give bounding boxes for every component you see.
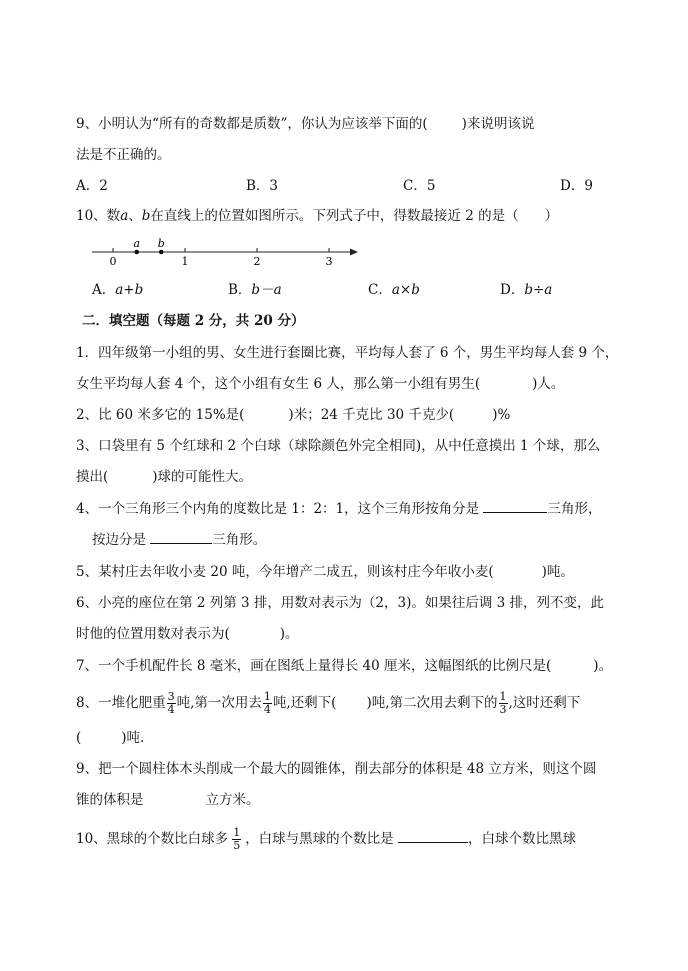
section2-title: 二．填空题（每题 2 分，共 20 分）	[82, 313, 305, 329]
f4-line1: 4、一个三角形三个内角的度数比是 1：2：1，这个三角形按角分是 三角形，	[76, 501, 602, 517]
fraction-1-4: $\frac{1}{4}$	[263, 690, 271, 716]
fraction-3-4: $\frac{3}{4}$	[167, 690, 175, 716]
f4-line2: 按边分是 三角形。	[92, 532, 267, 548]
q10-option-c: C．a×b	[368, 282, 420, 298]
tick-label-3: 3	[325, 255, 333, 268]
f9-line1: 9、把一个圆柱体木头削成一个最大的圆锥体，削去部分的体积是 48 立方米，则这个圆	[76, 761, 597, 777]
f7-line: 7、一个手机配件长 8 毫米，画在图纸上量得长 40 厘米，这幅图纸的比例尺是( )。	[76, 658, 613, 674]
point-b	[159, 250, 164, 255]
f6-line2: 时他的位置用数对表示为( )。	[76, 626, 299, 642]
q10-option-b: B．b－a	[228, 282, 282, 298]
q9-line2: 法是不正确的。	[76, 147, 171, 163]
number-line	[88, 236, 368, 270]
tick-label-1: 1	[181, 255, 189, 268]
point-a	[134, 250, 139, 255]
q10-stem: 10、数a、b在直线上的位置如图所示。下列式子中，得数最接近 2 的是（ ）	[76, 208, 559, 224]
q10-option-a: A．a+b	[92, 282, 144, 298]
f10-blank-ratio	[398, 830, 468, 843]
f1-line1: 1．四年级第一小组的男、女生进行套圈比赛，平均每人套了 6 个，男生平均每人套 9 个，	[76, 345, 619, 361]
f10-line: 10、黑球的个数比白球多 $\frac{1}{5}$ ，白球与黑球的个数比是 ，白球个数比黑球	[76, 826, 576, 852]
q10-option-d: D．b÷a	[500, 282, 553, 298]
f8-line1: 8、一堆化肥重 $\frac{3}{4}$ 吨,第一次用去 $\frac{1}{4}$ 吨,还剩下( )吨,第二次用去剩下的 $\frac{1}{3}$ ,这时还剩下	[76, 690, 581, 716]
f3-line1: 3、口袋里有 5 个红球和 2 个白球（球除颜色外完全相同)，从中任意摸出 1 个球，那么	[76, 438, 601, 454]
f4-blank-side	[150, 531, 212, 544]
f5-line: 5、某村庄去年收小麦 20 吨，今年增产二成五，则该村庄今年收小麦( )吨。	[76, 564, 574, 580]
q9-option-c: C．5	[403, 178, 436, 194]
q9-option-d: D．9	[560, 178, 593, 194]
f9-line2: 锥的体积是 立方米。	[76, 792, 260, 808]
tick-label-0: 0	[109, 255, 117, 268]
q9-option-a: A．2	[76, 178, 108, 194]
q9-option-b: B．3	[246, 178, 279, 194]
tick-label-2: 2	[253, 255, 261, 268]
f3-line2: 摸出( )球的可能性大。	[76, 469, 253, 485]
f2-line: 2、比 60 米多它的 15%是( )米；24 千克比 30 千克少( )%	[76, 407, 511, 423]
f1-line2: 女生平均每人套 4 个，这个小组有女生 6 人，那么第一小组有男生( )人。	[76, 376, 565, 392]
point-label-b: b	[157, 237, 165, 250]
fraction-1-5: $\frac{1}{5}$	[233, 826, 241, 852]
point-label-a: a	[133, 237, 141, 250]
fraction-1-3: $\frac{1}{3}$	[499, 690, 507, 716]
f6-line1: 6、小亮的座位在第 2 列第 3 排，用数对表示为（2，3)。如果往后调 3 排，列不变，此	[76, 595, 605, 611]
q9-line1: 9、小明认为“所有的奇数都是质数”，你认为应该举下面的( )来说明该说	[76, 116, 535, 132]
number-line-arrow	[350, 249, 358, 256]
f4-blank-angle	[483, 500, 547, 513]
f8-line2: ( )吨.	[76, 730, 145, 746]
